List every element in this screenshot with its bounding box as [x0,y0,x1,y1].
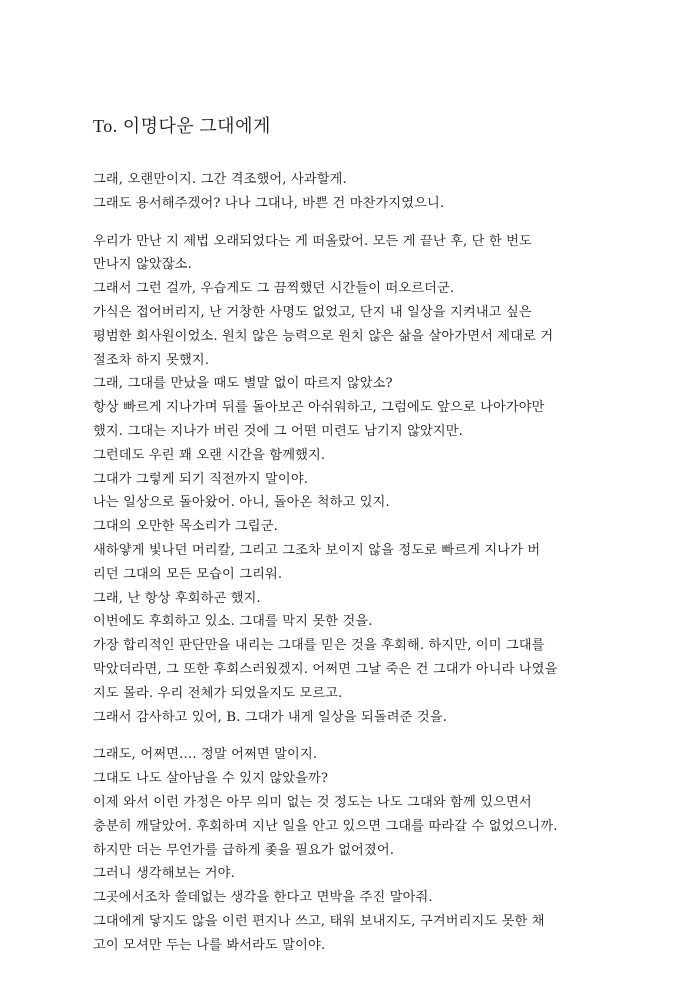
letter-line: 이제 와서 이런 가정은 아무 의미 없는 것 정도는 나도 그대와 함께 있으면서 [93,794,532,810]
letter-paragraph [93,743,612,957]
letter-line: 지도 몰라. 우리 전체가 되었을지도 모르고. [93,685,343,701]
letter-line: 항상 빠르게 지나가며 뒤를 돌아보곤 아쉬워하고, 그럼에도 앞으로 나아가야만 [93,400,545,416]
letter-line: 그대도 나도 살아남을 수 있지 않았을까? [93,771,329,787]
letter-line: 우리가 만난 지 제법 오래되었다는 게 떠올랐어. 모든 게 끝난 후, 단 한 번도 [93,233,532,249]
letter-line: 이번에도 후회하고 있소. 그대를 막지 못한 것을. [93,614,373,630]
letter-line: 평범한 회사원이었소. 원치 않은 능력으로 원치 않은 삶을 살아가면서 제대로 거 [93,328,554,344]
letter-line: 그대에게 닿지도 않을 이런 편지나 쓰고, 태워 보내지도, 구겨버리지도 못한 채 [93,913,545,929]
letter-line: 그래도, 어쩌면…. 정말 어쩌면 말이지. [93,747,318,763]
letter-paragraph [93,168,612,216]
letter-line: 그래, 그대를 만났을 때도 별말 없이 따르지 않았소? [93,376,393,392]
letter-line: 막았더라면, 그 또한 후회스러웠겠지. 어쩌면 그날 죽은 건 그대가 아니라 나였을 [93,661,558,677]
letter-line: 그래, 오랜만이지. 그간 격조했어, 사과할게. [93,172,347,187]
letter-line: 절조차 하지 못했지. [93,352,210,368]
letter-line: 나는 일상으로 돌아왔어. 아니, 돌아온 척하고 있지. [93,495,390,511]
letter-line: 고이 모셔만 두는 나를 봐서라도 말이야. [93,937,326,953]
letter-line: 그대가 그렇게 되기 직전까지 말이야. [93,471,309,487]
letter-line: 그래서 그런 걸까, 우습게도 그 끔찍했던 시간들이 떠오르더군. [93,281,455,297]
letter-line: 그래, 난 항상 후회하곤 했지. [93,590,261,606]
letter-line: 했지. 그대는 지나가 버린 것에 그 어떤 미련도 남기지 않았지만. [93,423,463,439]
letter-line: 리던 그대의 모든 모습이 그리워. [93,566,283,582]
letter-paragraph [93,230,612,730]
letter-line: 만나지 않았잖소. [93,257,192,273]
letter-body [93,168,612,958]
letter-line: 충분히 깨달았어. 후회하며 지난 일을 안고 있으면 그대를 따라갈 수 없었으니까. [93,818,558,834]
letter-line: 가장 합리적인 판단만을 내리는 그대를 믿은 것을 후회해. 하지만, 이미 그대를 [93,638,545,654]
letter-line: 하지만 더는 무언가를 급하게 좇을 필요가 없어졌어. [93,842,395,858]
letter-line: 그곳에서조차 쓸데없는 생각을 한다고 면박을 주진 말아줘. [93,890,433,906]
letter-line: 그래서 감사하고 있어, B. 그대가 내게 일상을 되돌려준 것을. [93,709,448,725]
letter-line: 새하얗게 빛나던 머리칼, 그리고 그조차 보이지 않을 정도로 빠르게 지나가 버 [93,542,541,558]
letter-line: 그대의 오만한 목소리가 그립군. [93,519,278,535]
letter-line: 그런데도 우린 꽤 오랜 시간을 함께했지. [93,447,326,463]
letter-line: 가식은 접어버리지, 난 거창한 사명도 없었고, 단지 내 일상을 지켜내고 싶은 [93,304,532,320]
letter-line: 그래도 용서해주겠어? 나나 그대나, 바쁜 건 마찬가지였으니. [93,195,445,211]
letter-title: To. 이명다운 그대에게 [93,116,271,136]
letter-line: 그러니 생각해보는 거야. [93,866,235,882]
